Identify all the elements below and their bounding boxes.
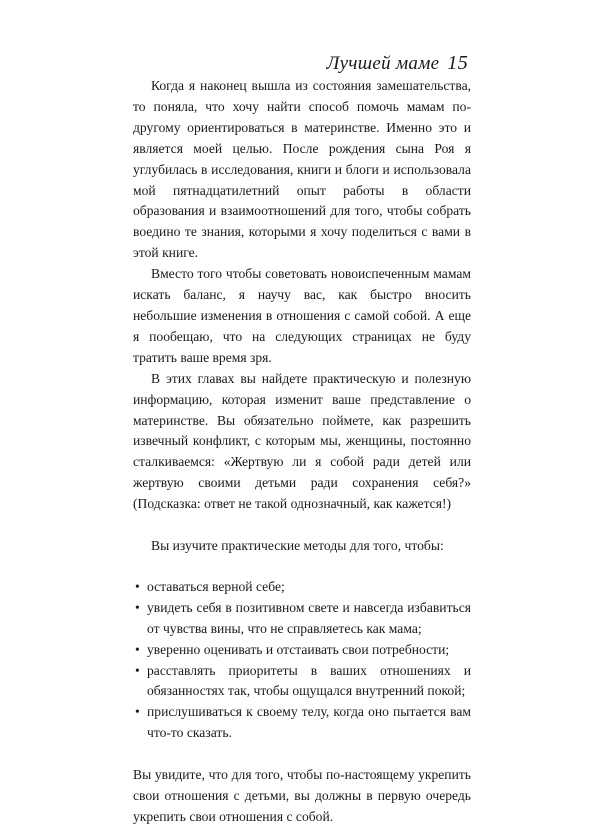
list-item xyxy=(133,640,471,661)
bullet-icon: • xyxy=(135,599,140,615)
list-item-text: увидеть себя в позитивном свете и навсегда избавиться от чувства вины, что не справляетесь как мама; xyxy=(147,599,471,636)
bullet-icon: • xyxy=(135,704,140,720)
list-item xyxy=(133,702,471,744)
running-head-title: Лучшей маме xyxy=(326,53,440,74)
bullet-list xyxy=(133,577,471,744)
bullet-icon: • xyxy=(135,578,140,594)
list-item-text: расставлять приоритеты в ваших отношениях и обязанностях так, чтобы ощущался внутренний покой; xyxy=(147,662,471,699)
paragraph-3: В этих главах вы найдете практическую и полезную информацию, которая изменит ваше представление о материнстве. Вы обязательно поймете, как разрешить извечный конфликт, с которым мы, женщины, постоянно сталкиваемся: «Жертвую ли я собой ради детей или жертвую своими детьми ради сохранения себя?» (Подсказка: ответ не такой однозначный, как кажется!) xyxy=(133,370,471,512)
list-item-text: прислушиваться к своему телу, когда оно пытается вам что-то сказать. xyxy=(147,704,471,741)
list-item xyxy=(133,661,471,703)
paragraph-2: Вместо того чтобы советовать новоиспеченным мамам искать баланс, я научу вас, как быстро вносить небольшие изменения в отношения с самой собой. А еще я пообещаю, что на следующих страницах не буду тратить ваше время зря. xyxy=(133,266,471,365)
list-intro: Вы изучите практические методы для того, чтобы: xyxy=(151,538,444,554)
list-item-text: уверенно оценивать и отстаивать свои потребности; xyxy=(147,641,450,657)
list-item xyxy=(133,577,471,598)
closing-paragraph: Вы увидите, что для того, чтобы по-настоящему укрепить свои отношения с детьми, вы должны в первую очередь укрепить свои отношения с собой. xyxy=(133,767,471,824)
page-number: 15 xyxy=(447,52,468,74)
list-item-text: оставаться верной себе; xyxy=(147,578,285,594)
bullet-icon: • xyxy=(135,641,140,657)
body-text xyxy=(133,76,471,828)
list-item xyxy=(133,598,471,640)
bullet-icon: • xyxy=(135,662,140,678)
running-head xyxy=(327,52,468,75)
paragraph-1: Когда я наконец вышла из состояния замешательства, то поняла, что хочу найти способ помочь мамам по-другому ориентироваться в материнстве. Именно это и является моей целью. После рождения сына Роя я углубилась в исследования, книги и блоги и использовала мой пятнадцатилетний опыт работы в области образования и взаимоотношений для того, чтобы собрать воедино те знания, которыми я хочу поделиться с вами в этой книге. xyxy=(133,78,471,261)
